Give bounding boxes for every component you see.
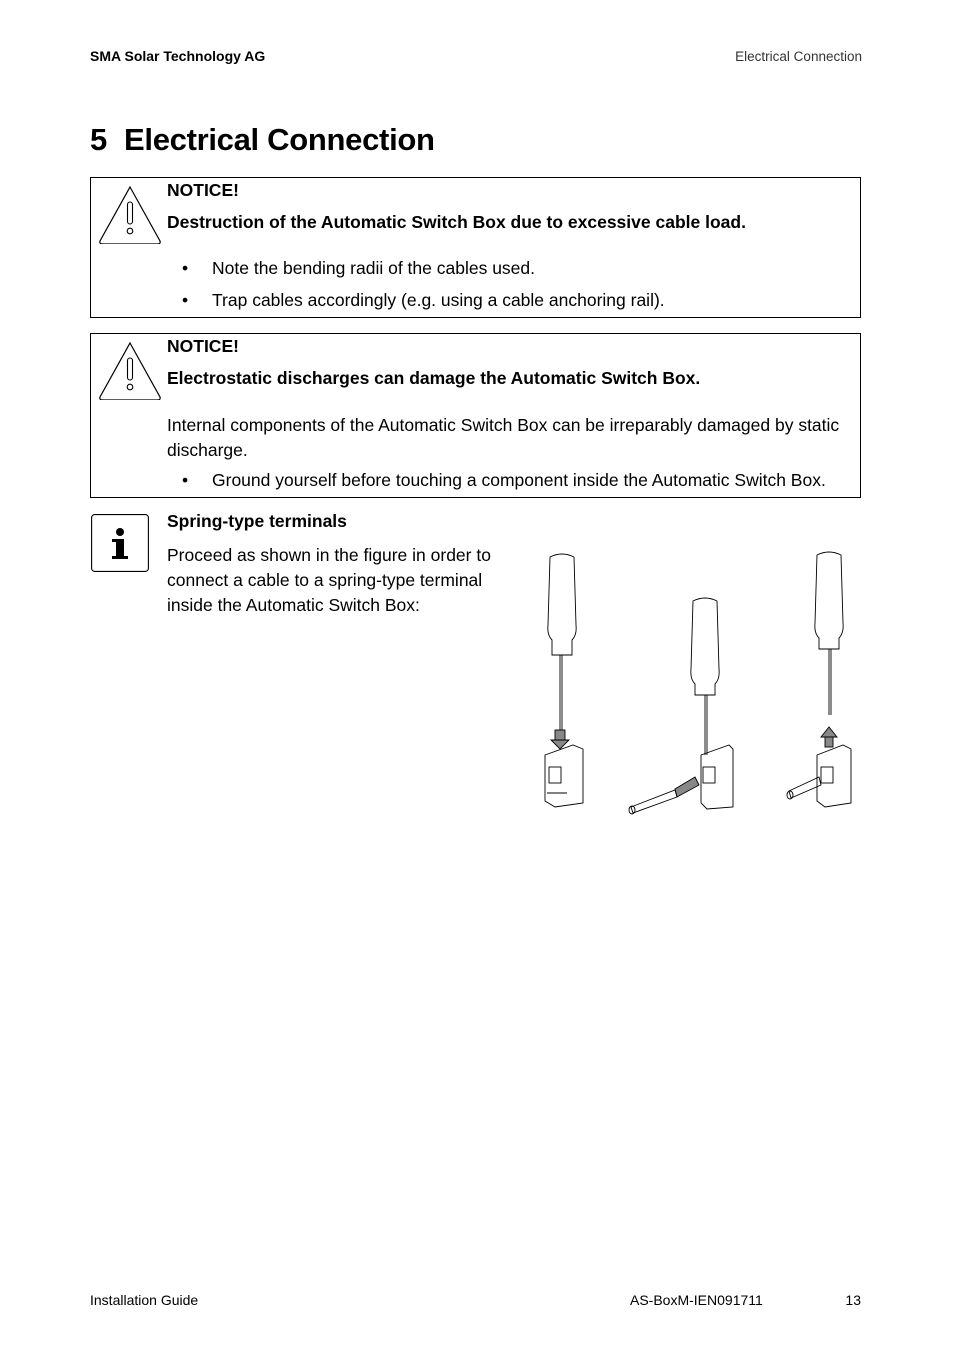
warning-triangle-icon	[97, 340, 163, 400]
chapter-number: 5	[90, 122, 107, 157]
bullet-icon: •	[182, 258, 189, 278]
warning-triangle-icon	[97, 184, 163, 244]
list-item	[182, 258, 535, 279]
list-item-text: Ground yourself before touching a component inside the Automatic Switch Box.	[212, 470, 826, 490]
bullet-icon: •	[182, 470, 189, 490]
header-company: SMA Solar Technology AG	[90, 48, 266, 64]
notice-label: NOTICE!	[167, 180, 239, 200]
footer-page-number: 13	[845, 1292, 861, 1308]
header-section: Electrical Connection	[735, 49, 862, 64]
chapter-title: Electrical Connection	[124, 122, 435, 157]
chapter-heading	[90, 122, 435, 158]
step-1-screwdriver-insert	[545, 554, 583, 807]
footer-doc-type: Installation Guide	[90, 1292, 199, 1308]
notice-label: NOTICE!	[167, 336, 239, 356]
info-text: Proceed as shown in the figure in order to connect a cable to a spring-type terminal inside the Automatic Switch Box:	[167, 545, 491, 615]
notice-box-electrostatic	[90, 333, 861, 498]
info-icon	[91, 514, 149, 572]
notice-headline: Electrostatic discharges can damage the Automatic Switch Box.	[167, 368, 701, 388]
notice-headline: Destruction of the Automatic Switch Box due to excessive cable load.	[167, 212, 746, 232]
list-item-text: Trap cables accordingly (e.g. using a cable anchoring rail).	[212, 290, 665, 310]
notice-box-cable-load	[90, 177, 861, 318]
notice-body-text: Internal components of the Automatic Switch Box can be irreparably damaged by static discharge.	[167, 415, 840, 460]
info-title: Spring-type terminals	[167, 511, 347, 531]
list-item-text: Note the bending radii of the cables used.	[212, 258, 535, 278]
step-3-screwdriver-release	[787, 552, 851, 807]
bullet-icon: •	[182, 290, 189, 310]
footer-doc-code: AS-BoxM-IEN091711	[630, 1292, 763, 1308]
list-item	[182, 470, 826, 491]
step-2-cable-insert	[629, 598, 733, 814]
spring-terminal-figure	[525, 545, 865, 820]
list-item	[182, 290, 665, 311]
